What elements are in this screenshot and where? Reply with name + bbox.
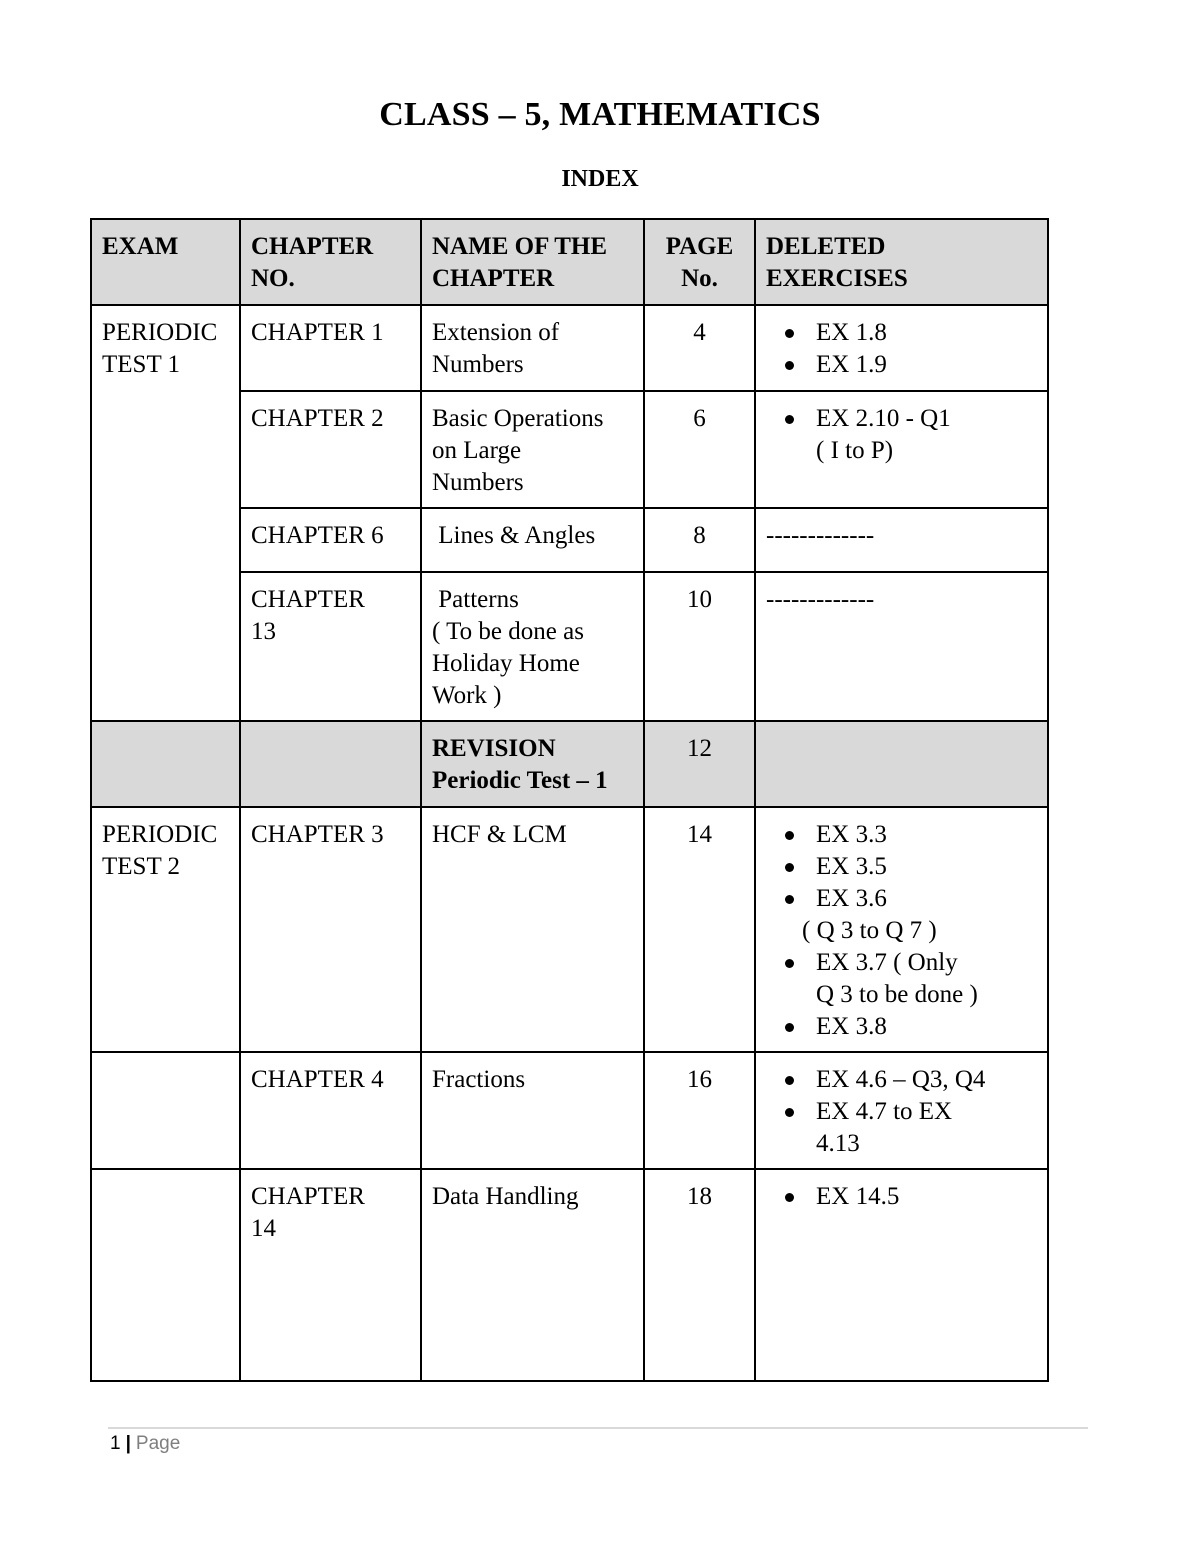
deleted-cell (755, 721, 1048, 807)
table-row (91, 1169, 1048, 1381)
header-chapter-no: CHAPTER NO. (240, 219, 421, 305)
page-cell: 4 (644, 305, 755, 391)
deleted-cell (755, 1169, 1048, 1381)
chapter-cell: CHAPTER 13 (240, 572, 421, 721)
page-cell: 6 (644, 391, 755, 508)
chapter-name-cell: Extension of Numbers (421, 305, 644, 391)
footer-separator: | (125, 1433, 131, 1454)
page-subtitle: INDEX (561, 166, 639, 192)
table-row (91, 305, 1048, 391)
table-header-row (91, 219, 1048, 305)
page-cell: 8 (644, 508, 755, 572)
deleted-cell: ------------- (755, 572, 1048, 721)
header-exam: EXAM (91, 219, 240, 305)
list-item: EX 14.5 (816, 1181, 1037, 1213)
chapter-cell: CHAPTER 1 (240, 305, 421, 391)
page-footer (110, 1433, 180, 1455)
exam-cell: PERIODIC TEST 2 (91, 807, 240, 1052)
chapter-name-cell: HCF & LCM (421, 807, 644, 1052)
chapter-name-cell: Fractions (421, 1052, 644, 1169)
page-title: CLASS – 5, MATHEMATICS (379, 96, 821, 133)
page-cell: 14 (644, 807, 755, 1052)
deleted-cell (755, 391, 1048, 508)
list-item: EX 3.3 (816, 819, 1037, 851)
deleted-cell (755, 807, 1048, 1052)
footer-page-number: 1 (110, 1433, 121, 1454)
chapter-cell: CHAPTER 6 (240, 508, 421, 572)
page-cell: 18 (644, 1169, 755, 1381)
list-item: EX 1.8 (816, 317, 1037, 349)
header-page-no: PAGE No. (644, 219, 755, 305)
chapter-cell: CHAPTER 2 (240, 391, 421, 508)
chapter-name-cell: Basic Operations on Large Numbers (421, 391, 644, 508)
footer-page-label: Page (135, 1433, 181, 1454)
footer-divider (108, 1427, 1088, 1429)
exam-cell (91, 721, 240, 807)
exam-cell: PERIODIC TEST 1 (91, 305, 240, 721)
list-item: EX 4.7 to EX 4.13 (816, 1096, 1037, 1160)
page-cell: 16 (644, 1052, 755, 1169)
list-item: EX 1.9 (816, 349, 1037, 381)
chapter-name-cell: Patterns ( To be done as Holiday Home Work ) (421, 572, 644, 721)
list-item: EX 3.7 ( Only Q 3 to be done ) (816, 947, 1037, 1011)
chapter-cell: CHAPTER 3 (240, 807, 421, 1052)
list-item: ( Q 3 to Q 7 ) (802, 917, 937, 944)
page-cell: 10 (644, 572, 755, 721)
chapter-name-cell: Data Handling (421, 1169, 644, 1381)
deleted-list (766, 403, 1037, 467)
list-item: EX 2.10 - Q1 ( I to P) (816, 403, 1037, 467)
exam-cell (91, 1052, 240, 1169)
list-item: EX 4.6 – Q3, Q4 (816, 1064, 1037, 1096)
deleted-list (766, 1064, 1037, 1160)
deleted-list (766, 1181, 1037, 1213)
deleted-cell (755, 1052, 1048, 1169)
list-item: EX 3.8 (816, 1011, 1037, 1043)
list-item: EX 3.5 (816, 851, 1037, 883)
deleted-cell: ------------- (755, 508, 1048, 572)
list-item: EX 3.6 (816, 883, 1037, 915)
deleted-list (766, 819, 1037, 1043)
deleted-list (766, 317, 1037, 381)
table-row (91, 1052, 1048, 1169)
table-row (91, 807, 1048, 1052)
chapter-cell: CHAPTER 14 (240, 1169, 421, 1381)
chapter-cell (240, 721, 421, 807)
chapter-name-cell: REVISION Periodic Test – 1 (421, 721, 644, 807)
chapter-name-cell: Lines & Angles (421, 508, 644, 572)
revision-row (91, 721, 1048, 807)
header-deleted-exercises: DELETED EXERCISES (755, 219, 1048, 305)
chapter-cell: CHAPTER 4 (240, 1052, 421, 1169)
exam-cell (91, 1169, 240, 1381)
header-chapter-name: NAME OF THE CHAPTER (421, 219, 644, 305)
index-table (90, 218, 1049, 1382)
page-cell: 12 (644, 721, 755, 807)
deleted-cell (755, 305, 1048, 391)
